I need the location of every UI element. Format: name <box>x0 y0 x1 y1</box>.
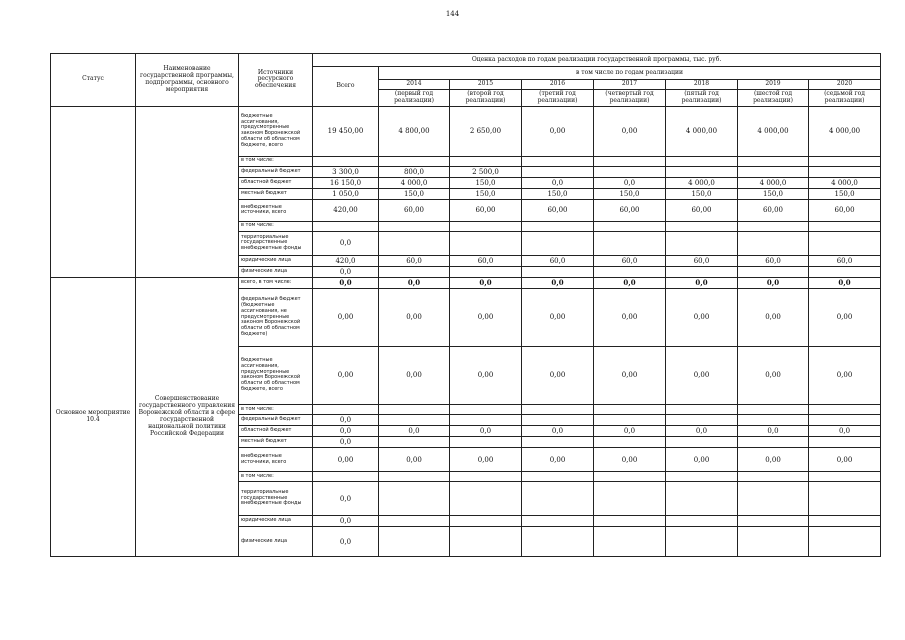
total-value-cell: 0,0 <box>313 277 379 288</box>
year-value-cell: 0,0 <box>450 426 522 437</box>
year-value-cell <box>809 472 881 482</box>
year-value-cell: 0,0 <box>522 177 594 188</box>
year-value-cell: 60,0 <box>379 255 450 266</box>
total-value-cell: 0,00 <box>313 448 379 472</box>
year-value-cell: 0,00 <box>738 448 809 472</box>
year-value-cell <box>522 516 594 527</box>
year-value-cell <box>809 166 881 177</box>
year-value-cell <box>666 414 738 425</box>
year-value-cell: 0,0 <box>594 426 666 437</box>
year-value-cell <box>379 414 450 425</box>
year-value-cell: 60,00 <box>809 199 881 221</box>
header-status: Статус <box>51 54 136 107</box>
year-value-cell: 800,0 <box>379 166 450 177</box>
source-cell: юридические лица <box>239 255 313 266</box>
year-value-cell: 60,0 <box>666 255 738 266</box>
year-value-cell: 150,0 <box>809 188 881 199</box>
year-value-cell <box>738 414 809 425</box>
total-value-cell: 0,0 <box>313 527 379 557</box>
source-cell: местный бюджет <box>239 437 313 448</box>
source-cell: в том числе: <box>239 472 313 482</box>
year-value-cell <box>379 472 450 482</box>
total-value-cell: 0,0 <box>313 437 379 448</box>
year-value-cell <box>379 527 450 557</box>
year-value-cell <box>594 156 666 166</box>
total-value-cell: 16 150,0 <box>313 177 379 188</box>
name-cell <box>136 106 239 277</box>
year-value-cell <box>666 472 738 482</box>
header-year: 2019 <box>738 80 809 90</box>
header-year: 2016 <box>522 80 594 90</box>
year-value-cell: 60,00 <box>379 199 450 221</box>
header-year-sub: (шестой год реализации) <box>738 89 809 106</box>
year-value-cell: 150,0 <box>522 188 594 199</box>
year-value-cell <box>522 231 594 255</box>
header-year-sub: (четвертый год реализации) <box>594 89 666 106</box>
year-value-cell <box>379 437 450 448</box>
source-cell: федеральный бюджет <box>239 414 313 425</box>
year-value-cell: 4 000,0 <box>379 177 450 188</box>
year-value-cell <box>450 527 522 557</box>
year-value-cell: 60,00 <box>522 199 594 221</box>
source-cell: внебюджетные источники, всего <box>239 448 313 472</box>
year-value-cell <box>666 482 738 516</box>
source-cell: территориальные государственные внебюджетные фонды <box>239 231 313 255</box>
name-cell: Совершенствование государственного управления Воронежской области в сфере государственной национальной политики Российской Федерации <box>136 277 239 556</box>
year-value-cell: 0,00 <box>594 346 666 404</box>
total-value-cell: 0,0 <box>313 482 379 516</box>
year-value-cell: 0,0 <box>450 277 522 288</box>
year-value-cell <box>450 221 522 231</box>
source-cell: федеральный бюджет <box>239 166 313 177</box>
year-value-cell: 0,00 <box>594 288 666 346</box>
year-value-cell: 0,00 <box>738 288 809 346</box>
year-value-cell <box>666 266 738 277</box>
table-row <box>51 106 881 156</box>
year-value-cell: 4 800,00 <box>379 106 450 156</box>
year-value-cell: 60,0 <box>450 255 522 266</box>
page-number: 144 <box>445 10 460 18</box>
year-value-cell: 60,00 <box>450 199 522 221</box>
table-row <box>51 277 881 288</box>
year-value-cell <box>379 231 450 255</box>
total-value-cell: 0,0 <box>313 414 379 425</box>
year-value-cell: 0,00 <box>450 448 522 472</box>
year-value-cell: 150,0 <box>450 177 522 188</box>
year-value-cell: 150,0 <box>666 188 738 199</box>
year-value-cell <box>809 516 881 527</box>
year-value-cell: 0,00 <box>450 346 522 404</box>
year-value-cell <box>809 482 881 516</box>
source-cell: в том числе: <box>239 404 313 414</box>
year-value-cell <box>738 266 809 277</box>
year-value-cell <box>809 527 881 557</box>
header-including-years: в том числе по годам реализации <box>379 67 881 80</box>
year-value-cell: 0,00 <box>522 106 594 156</box>
year-value-cell: 60,00 <box>594 199 666 221</box>
year-value-cell: 0,0 <box>666 277 738 288</box>
status-cell: Основное мероприятие 10.4 <box>51 277 136 556</box>
year-value-cell: 0,0 <box>379 426 450 437</box>
year-value-cell <box>738 231 809 255</box>
block-2-body <box>51 277 881 556</box>
source-cell: физические лица <box>239 527 313 557</box>
year-value-cell <box>379 482 450 516</box>
year-value-cell <box>450 156 522 166</box>
year-value-cell: 0,0 <box>594 177 666 188</box>
year-value-cell <box>522 472 594 482</box>
total-value-cell: 19 450,00 <box>313 106 379 156</box>
total-value-cell: 420,0 <box>313 255 379 266</box>
header-estimate: Оценка расходов по годам реализации государственной программы, тыс. руб. <box>313 54 881 67</box>
year-value-cell <box>594 404 666 414</box>
total-value-cell <box>313 221 379 231</box>
year-value-cell <box>666 221 738 231</box>
year-value-cell: 60,0 <box>594 255 666 266</box>
year-value-cell <box>522 414 594 425</box>
year-value-cell: 0,00 <box>666 288 738 346</box>
year-value-cell <box>666 516 738 527</box>
year-value-cell <box>522 482 594 516</box>
year-value-cell <box>522 166 594 177</box>
year-value-cell: 0,00 <box>379 288 450 346</box>
year-value-cell <box>809 231 881 255</box>
total-value-cell <box>313 472 379 482</box>
year-value-cell: 60,0 <box>738 255 809 266</box>
year-value-cell <box>666 166 738 177</box>
year-value-cell: 4 000,00 <box>809 106 881 156</box>
table-header <box>51 54 881 107</box>
year-value-cell <box>522 527 594 557</box>
year-value-cell: 4 000,00 <box>738 106 809 156</box>
header-year: 2018 <box>666 80 738 90</box>
year-value-cell <box>738 516 809 527</box>
total-value-cell: 0,0 <box>313 516 379 527</box>
year-value-cell <box>450 472 522 482</box>
status-cell <box>51 106 136 277</box>
year-value-cell: 4 000,00 <box>666 106 738 156</box>
header-year-sub: (первый год реализации) <box>379 89 450 106</box>
header-year-sub: (седьмой год реализации) <box>809 89 881 106</box>
year-value-cell <box>809 437 881 448</box>
source-cell: юридические лица <box>239 516 313 527</box>
year-value-cell <box>809 156 881 166</box>
year-value-cell <box>594 516 666 527</box>
year-value-cell: 0,00 <box>379 448 450 472</box>
header-year: 2014 <box>379 80 450 90</box>
year-value-cell <box>450 414 522 425</box>
total-value-cell: 0,0 <box>313 266 379 277</box>
budget-table <box>50 53 881 557</box>
year-value-cell <box>738 527 809 557</box>
year-value-cell <box>594 527 666 557</box>
year-value-cell <box>809 266 881 277</box>
year-value-cell <box>738 166 809 177</box>
year-value-cell <box>522 156 594 166</box>
year-value-cell <box>594 266 666 277</box>
year-value-cell: 2 500,0 <box>450 166 522 177</box>
year-value-cell <box>450 437 522 448</box>
year-value-cell: 4 000,0 <box>809 177 881 188</box>
year-value-cell <box>594 482 666 516</box>
header-total: Всего <box>313 67 379 107</box>
year-value-cell <box>666 231 738 255</box>
year-value-cell: 150,0 <box>594 188 666 199</box>
total-value-cell <box>313 404 379 414</box>
source-cell: областной бюджет <box>239 177 313 188</box>
year-value-cell <box>738 404 809 414</box>
total-value-cell: 3 300,0 <box>313 166 379 177</box>
header-year-sub: (пятый год реализации) <box>666 89 738 106</box>
year-value-cell <box>738 156 809 166</box>
year-value-cell: 150,0 <box>450 188 522 199</box>
header-year-sub: (второй год реализации) <box>450 89 522 106</box>
year-value-cell: 0,00 <box>450 288 522 346</box>
year-value-cell <box>738 221 809 231</box>
source-cell: в том числе: <box>239 156 313 166</box>
year-value-cell: 0,0 <box>594 277 666 288</box>
year-value-cell <box>809 404 881 414</box>
year-value-cell <box>379 266 450 277</box>
year-value-cell: 0,0 <box>738 426 809 437</box>
year-value-cell <box>450 482 522 516</box>
year-value-cell <box>594 231 666 255</box>
year-value-cell: 0,00 <box>738 346 809 404</box>
year-value-cell <box>522 266 594 277</box>
year-value-cell: 0,0 <box>522 426 594 437</box>
year-value-cell <box>522 404 594 414</box>
header-year: 2015 <box>450 80 522 90</box>
total-value-cell <box>313 156 379 166</box>
header-year: 2017 <box>594 80 666 90</box>
year-value-cell: 4 000,0 <box>666 177 738 188</box>
year-value-cell <box>379 156 450 166</box>
year-value-cell <box>809 414 881 425</box>
header-year: 2020 <box>809 80 881 90</box>
year-value-cell <box>738 437 809 448</box>
year-value-cell <box>450 404 522 414</box>
source-cell: внебюджетные источники, всего <box>239 199 313 221</box>
year-value-cell: 0,0 <box>522 277 594 288</box>
source-cell: областной бюджет <box>239 426 313 437</box>
year-value-cell: 60,00 <box>738 199 809 221</box>
source-cell: всего, в том числе: <box>239 277 313 288</box>
year-value-cell <box>738 482 809 516</box>
year-value-cell: 0,0 <box>666 426 738 437</box>
year-value-cell <box>666 437 738 448</box>
year-value-cell: 0,00 <box>522 448 594 472</box>
year-value-cell <box>809 221 881 231</box>
year-value-cell <box>450 231 522 255</box>
year-value-cell <box>522 221 594 231</box>
year-value-cell: 0,0 <box>379 277 450 288</box>
year-value-cell: 60,00 <box>666 199 738 221</box>
total-value-cell: 1 050,0 <box>313 188 379 199</box>
total-value-cell: 0,00 <box>313 288 379 346</box>
year-value-cell <box>379 516 450 527</box>
source-cell: территориальные государственные внебюджетные фонды <box>239 482 313 516</box>
total-value-cell: 420,00 <box>313 199 379 221</box>
year-value-cell: 0,00 <box>379 346 450 404</box>
source-cell: местный бюджет <box>239 188 313 199</box>
year-value-cell: 0,00 <box>666 448 738 472</box>
source-cell: бюджетные ассигнования, предусмотренные законом Воронежской области об областном бюджете, всего <box>239 346 313 404</box>
block-1-body <box>51 106 881 277</box>
source-cell: в том числе: <box>239 221 313 231</box>
year-value-cell: 150,0 <box>379 188 450 199</box>
source-cell: бюджетные ассигнования, предусмотренные законом Воронежской области об областном бюджете, всего <box>239 106 313 156</box>
year-value-cell: 2 650,00 <box>450 106 522 156</box>
year-value-cell <box>594 414 666 425</box>
header-name: Наименование государственной программы, подпрограммы, основного мероприятия <box>136 54 239 107</box>
year-value-cell <box>450 516 522 527</box>
year-value-cell <box>666 404 738 414</box>
year-value-cell: 0,00 <box>522 288 594 346</box>
year-value-cell: 0,00 <box>594 448 666 472</box>
header-sources: Источники ресурсного обеспечения <box>239 54 313 107</box>
year-value-cell <box>666 527 738 557</box>
year-value-cell <box>738 472 809 482</box>
year-value-cell: 150,0 <box>738 188 809 199</box>
year-value-cell: 0,0 <box>809 277 881 288</box>
year-value-cell: 0,00 <box>809 346 881 404</box>
header-year-sub: (третий год реализации) <box>522 89 594 106</box>
year-value-cell <box>594 166 666 177</box>
year-value-cell: 0,0 <box>738 277 809 288</box>
year-value-cell: 0,0 <box>809 426 881 437</box>
year-value-cell: 60,0 <box>809 255 881 266</box>
total-value-cell: 0,00 <box>313 346 379 404</box>
year-value-cell: 0,00 <box>522 346 594 404</box>
year-value-cell: 0,00 <box>594 106 666 156</box>
source-cell: физические лица <box>239 266 313 277</box>
year-value-cell <box>379 221 450 231</box>
total-value-cell: 0,0 <box>313 426 379 437</box>
source-cell: федеральный бюджет (бюджетные ассигнования, не предусмотренные законом Воронежской области об областном бюджете) <box>239 288 313 346</box>
year-value-cell: 4 000,0 <box>738 177 809 188</box>
year-value-cell <box>594 221 666 231</box>
year-value-cell <box>666 156 738 166</box>
year-value-cell <box>594 472 666 482</box>
year-value-cell <box>450 266 522 277</box>
year-value-cell <box>379 404 450 414</box>
year-value-cell <box>594 437 666 448</box>
year-value-cell: 0,00 <box>809 448 881 472</box>
total-value-cell: 0,0 <box>313 231 379 255</box>
year-value-cell <box>522 437 594 448</box>
year-value-cell: 60,0 <box>522 255 594 266</box>
year-value-cell: 0,00 <box>809 288 881 346</box>
year-value-cell: 0,00 <box>666 346 738 404</box>
